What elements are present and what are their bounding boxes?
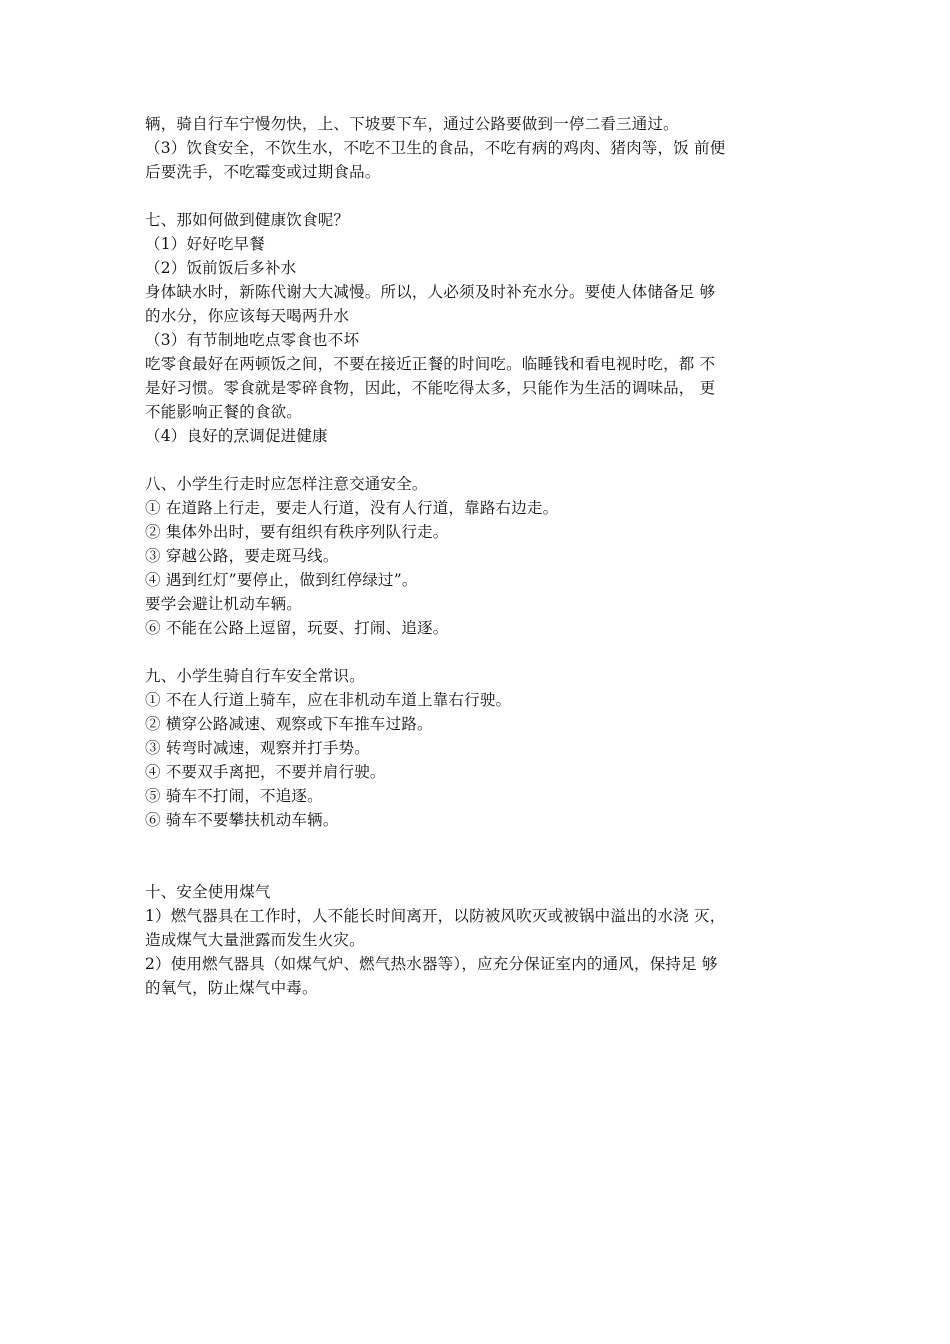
paragraph-line: （4）良好的烹调促进健康: [145, 427, 328, 445]
paragraph-line: 辆，骑自行车宁慢勿快，上、下坡要下车，通过公路要做到一停二看三通过。: [145, 115, 679, 133]
paragraph-line: 1）燃气器具在工作时，人不能长时间离开，以防被风吹灭或被锅中溢出的水浇 灭，: [145, 907, 726, 925]
list-item: ④ 不要双手离把，不要并肩行驶。: [145, 763, 386, 781]
list-item: ③ 转弯时减速，观察并打手势。: [145, 739, 370, 757]
paragraph-line: 不能影响正餐的食欲。: [145, 403, 303, 421]
paragraph-line: 吃零食最好在两顿饭之间，不要在接近正餐的时间吃。临睡钱和看电视时吃，都 不: [145, 355, 716, 373]
list-item: ④ 遇到红灯”要停止，做到红停绿过”。: [145, 571, 418, 589]
paragraph-line: （3）有节制地吃点零食也不坏: [145, 331, 360, 349]
section-8: [145, 472, 825, 640]
paragraph-line: 的水分，你应该每天喝两升水: [145, 307, 350, 325]
paragraph-line: 身体缺水时，新陈代谢大大减慢。所以，人必须及时补充水分。要使人体储备足 够: [145, 283, 716, 301]
spacer: [145, 832, 825, 880]
paragraph-line: （3）饮食安全，不饮生水，不吃不卫生的食品，不吃有病的鸡肉、猪肉等，饭 前便: [145, 139, 726, 157]
paragraph-line: 造成煤气大量泄露而发生火灾。: [145, 931, 365, 949]
list-item: ② 横穿公路减速、观察或下车推车过路。: [145, 715, 433, 733]
document-page: [145, 112, 825, 1000]
section-9: [145, 664, 825, 832]
paragraph-line: 2）使用燃气器具（如煤气炉、燃气热水器等），应充分保证室内的通风，保持足 够: [145, 955, 718, 973]
list-item: ⑥ 不能在公路上逗留，玩耍、打闹、追逐。: [145, 619, 449, 637]
list-item: ① 在道路上行走，要走人行道，没有人行道，靠路右边走。: [145, 499, 559, 517]
list-item: ⑥ 骑车不要攀扶机动车辆。: [145, 811, 339, 829]
section-10: [145, 880, 825, 1000]
list-item: 要学会避让机动车辆。: [145, 595, 303, 613]
intro-section: [145, 112, 825, 184]
section-7: [145, 208, 825, 448]
list-item: ② 集体外出时，要有组织有秩序列队行走。: [145, 523, 449, 541]
spacer: [145, 640, 825, 664]
section-heading: 十、安全使用煤气: [145, 883, 271, 901]
paragraph-line: 是好习惯。零食就是零碎食物，因此，不能吃得太多，只能作为生活的调味品， 更: [145, 379, 716, 397]
paragraph-line: （1）好好吃早餐: [145, 235, 265, 253]
section-heading: 八、小学生行走时应怎样注意交通安全。: [145, 475, 428, 493]
spacer: [145, 448, 825, 472]
section-heading: 九、小学生骑自行车安全常识。: [145, 667, 365, 685]
spacer: [145, 184, 825, 208]
list-item: ③ 穿越公路，要走斑马线。: [145, 547, 339, 565]
section-heading: 七、那如何做到健康饮食呢？: [145, 211, 350, 229]
paragraph-line: 的氧气，防止煤气中毒。: [145, 979, 318, 997]
paragraph-line: （2）饭前饭后多补水: [145, 259, 297, 277]
list-item: ⑤ 骑车不打闹，不追逐。: [145, 787, 323, 805]
list-item: ① 不在人行道上骑车，应在非机动车道上靠右行驶。: [145, 691, 512, 709]
paragraph-line: 后要洗手，不吃霉变或过期食品。: [145, 163, 381, 181]
